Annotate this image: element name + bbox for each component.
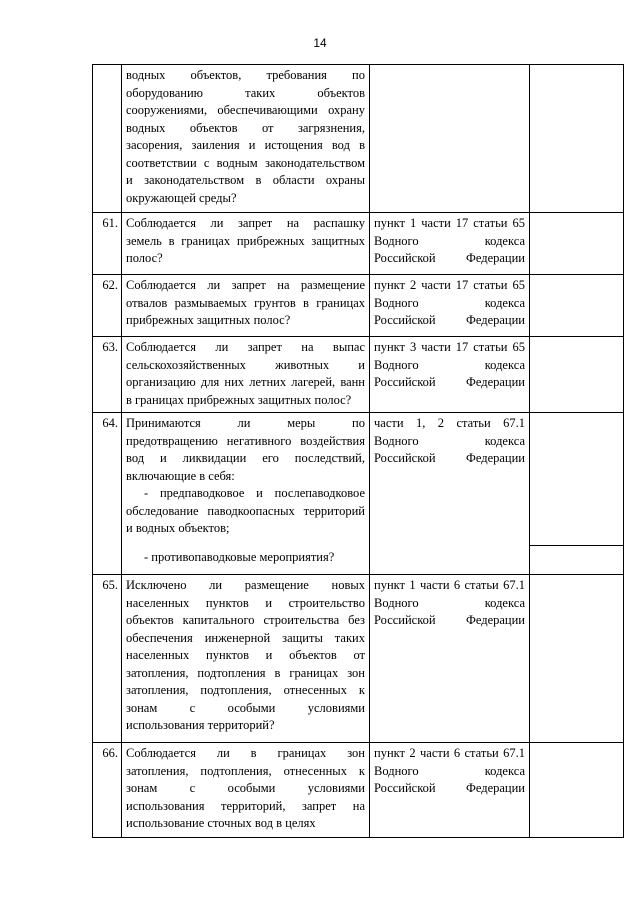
question-cell xyxy=(122,213,370,275)
text-line: предотвращению негативного воздействия xyxy=(126,433,365,448)
text-line: обеспечения инженерной защиты таких xyxy=(126,630,365,645)
text-line: организацию для них летних лагерей, ванн xyxy=(126,375,365,389)
text-line: затопления, подтопления, отнесенных к xyxy=(126,763,365,778)
text-line: оборудованию таких объектов xyxy=(126,85,365,100)
text-line: зонам с особыми условиями xyxy=(126,781,365,795)
text-line: Соблюдается ли запрет на распашку xyxy=(126,216,365,230)
mark-cell[interactable] xyxy=(530,275,624,337)
text-line: Исключено ли размещение новых xyxy=(126,578,365,592)
row-number xyxy=(93,65,122,213)
row-number: 62. xyxy=(93,275,122,337)
sub-item: - противопаводковые мероприятия? xyxy=(144,549,335,564)
table-row xyxy=(93,413,624,575)
reference-cell xyxy=(370,575,530,743)
reference-cell xyxy=(370,213,530,275)
mark-divider xyxy=(530,545,623,546)
table-row xyxy=(93,275,624,337)
text-line: Российской Федерации xyxy=(374,781,525,795)
text-line: использования территорий, запрет на xyxy=(126,798,365,813)
text-line: Российской Федерации xyxy=(374,313,525,327)
question-cell xyxy=(122,413,370,575)
question-cell xyxy=(122,337,370,413)
text-line: и водных объектов; xyxy=(126,521,230,535)
text-line: Водного кодекса xyxy=(374,295,525,310)
text-line: и законодательством в области охраны xyxy=(126,173,365,187)
text-line: водных объектов от загрязнения, xyxy=(126,120,365,135)
text-line: Водного кодекса xyxy=(374,233,525,248)
mark-cell[interactable] xyxy=(530,213,624,275)
row-number: 61. xyxy=(93,213,122,275)
row-number: 63. xyxy=(93,337,122,413)
text-line: вод и ликвидации его последствий, xyxy=(126,451,365,465)
text-line: пункт 3 части 17 статьи 65 xyxy=(374,340,525,354)
text-line: объектов капитального строительства без xyxy=(126,613,365,627)
text-line: водных объектов, требования по xyxy=(126,68,365,82)
text-line: населенных пунктов и строительство xyxy=(126,595,365,610)
checklist-table xyxy=(92,64,624,838)
text-line: прибрежных защитных полос? xyxy=(126,313,291,327)
mark-cell[interactable] xyxy=(530,575,624,743)
text-line: Принимаются ли меры по xyxy=(126,416,365,430)
question-cell xyxy=(122,275,370,337)
question-cell xyxy=(122,575,370,743)
reference-cell xyxy=(370,337,530,413)
table-row xyxy=(93,337,624,413)
text-line: Водного кодекса xyxy=(374,433,525,448)
text-line: соответствии с водным законодательством xyxy=(126,155,365,170)
text-line: сооружениями, обеспечивающими охрану xyxy=(126,103,365,117)
text-line: обследование паводкоопасных территорий xyxy=(126,503,365,518)
mark-cell[interactable] xyxy=(530,413,624,575)
text-line: части 1, 2 статьи 67.1 xyxy=(374,416,525,430)
text-line: - предпаводковое и послепаводковое xyxy=(144,486,365,500)
text-line: полос? xyxy=(126,251,163,265)
text-line: засорения, заиления и истощения вод в xyxy=(126,138,365,152)
text-line: Соблюдается ли запрет на размещение xyxy=(126,278,365,292)
text-line: пункт 2 части 6 статьи 67.1 xyxy=(374,746,525,760)
text-line: населенных пунктов и объектов от xyxy=(126,648,365,662)
text-line: зонам с особыми условиями xyxy=(126,700,365,715)
table-row xyxy=(93,213,624,275)
table-row xyxy=(93,65,624,213)
mark-cell[interactable] xyxy=(530,65,624,213)
page-number: 14 xyxy=(313,36,327,50)
mark-cell[interactable] xyxy=(530,337,624,413)
text-line: Водного кодекса xyxy=(374,357,525,372)
reference-cell xyxy=(370,275,530,337)
text-line: включающие в себя: xyxy=(126,468,235,483)
mark-cell[interactable] xyxy=(530,743,624,838)
text-line: окружающей среды? xyxy=(126,190,237,205)
reference-cell xyxy=(370,413,530,575)
text-line: затопления, подтопления, отнесенных к xyxy=(126,683,365,697)
text-line: Российской Федерации xyxy=(374,451,525,465)
text-line: Соблюдается ли запрет на выпас xyxy=(126,340,365,354)
text-line: Водного кодекса xyxy=(374,763,525,778)
table-row xyxy=(93,575,624,743)
text-line: затопления, подтопления в границах зон xyxy=(126,665,365,680)
text-line: использование сточных вод в целях xyxy=(126,816,316,830)
question-cell xyxy=(122,743,370,838)
row-number: 64. xyxy=(93,413,122,575)
text-line: пункт 2 части 17 статьи 65 xyxy=(374,278,525,292)
text-line: использования территорий? xyxy=(126,718,275,732)
text-line: пункт 1 части 6 статьи 67.1 xyxy=(374,578,525,592)
text-line: Российской Федерации xyxy=(374,375,525,389)
text-line: Российской Федерации xyxy=(374,613,525,627)
question-cell xyxy=(122,65,370,213)
text-line: Соблюдается ли в границах зон xyxy=(126,746,365,760)
row-number: 66. xyxy=(93,743,122,838)
text-line: отвалов размываемых грунтов в границах xyxy=(126,295,365,310)
text-line: Российской Федерации xyxy=(374,251,525,265)
sub-item xyxy=(126,485,365,538)
reference-cell xyxy=(370,65,530,213)
reference-cell xyxy=(370,743,530,838)
text-line: в границах прибрежных защитных полос? xyxy=(126,392,352,407)
text-line: земель в границах прибрежных защитных xyxy=(126,233,365,248)
row-number: 65. xyxy=(93,575,122,743)
text-line: Водного кодекса xyxy=(374,595,525,610)
table-row xyxy=(93,743,624,838)
text-line: пункт 1 части 17 статьи 65 xyxy=(374,216,525,230)
text-line: сельскохозяйственных животных и xyxy=(126,357,365,372)
